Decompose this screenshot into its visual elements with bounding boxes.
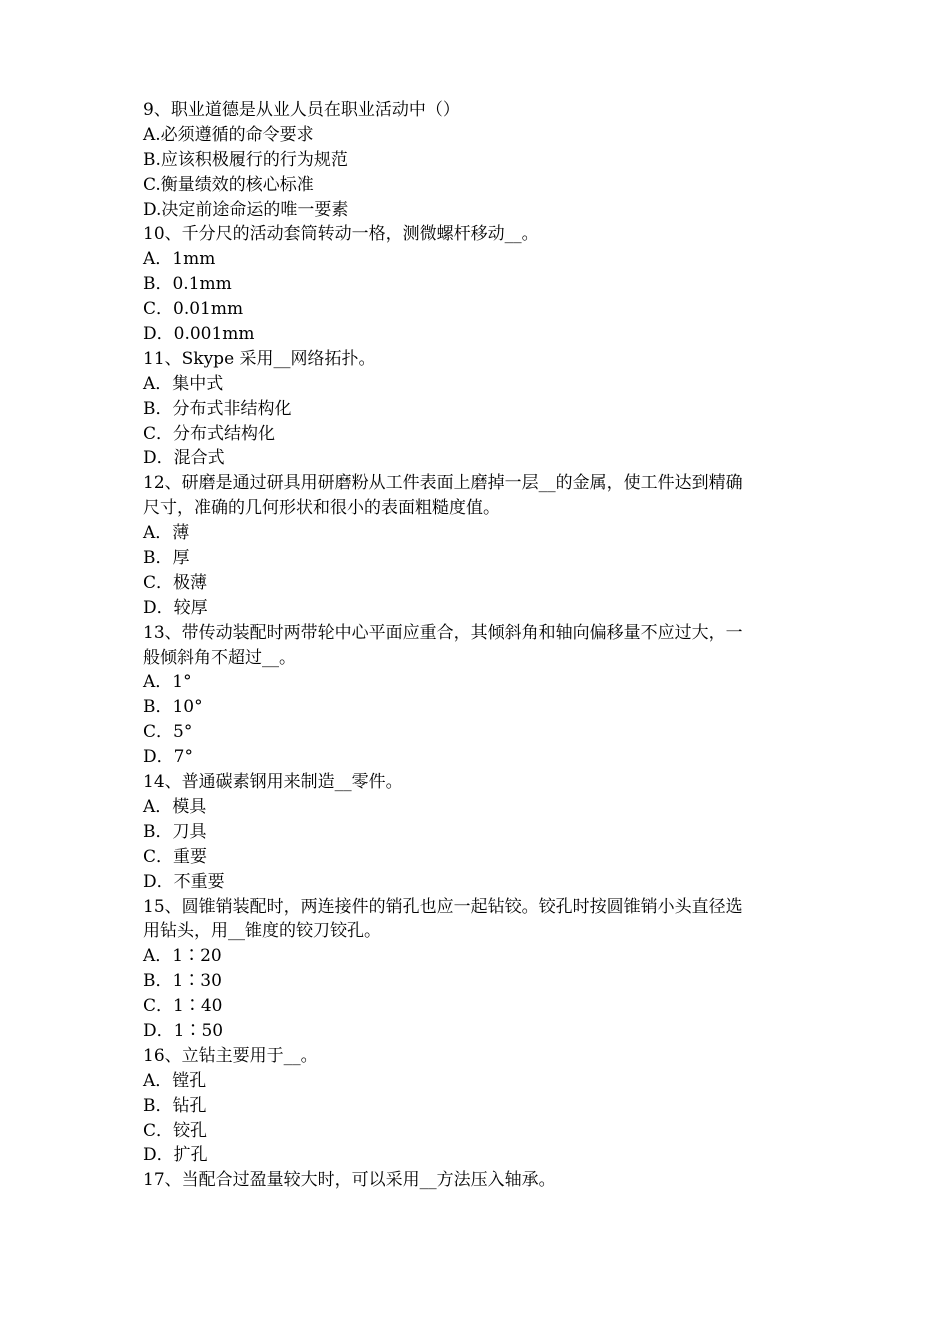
question-12-option-b: B．厚	[143, 548, 190, 569]
question-15-option-d: D．1∶50	[143, 1020, 224, 1041]
question-11-stem: 11、Skype 采用__网络拓扑。	[143, 348, 376, 369]
question-14-stem: 14、普通碳素钢用来制造__零件。	[143, 772, 403, 793]
question-15-stem-line-1: 15、圆锥销装配时，两连接件的销孔也应一起钻铰。铰孔时按圆锥销小头直径选	[143, 896, 743, 917]
question-15-stem-line-2: 用钻头，用__锥度的铰刀铰孔。	[143, 921, 381, 942]
question-11-option-b: B．分布式非结构化	[143, 398, 292, 419]
question-11-option-a: A．集中式	[143, 373, 224, 394]
question-list	[143, 98, 815, 1193]
question-11-option-d: D．混合式	[143, 448, 225, 469]
question-16-option-b: B．钻孔	[143, 1095, 207, 1116]
question-16-option-c: C．铰孔	[143, 1120, 208, 1141]
question-17-stem: 17、当配合过盈量较大时，可以采用__方法压入轴承。	[143, 1170, 556, 1191]
question-15-option-a: A．1∶20	[143, 946, 222, 967]
question-12-option-a: A．薄	[143, 523, 190, 544]
question-9-option-c: C.衡量绩效的核心标准	[143, 174, 314, 195]
question-14-option-a: A．模具	[143, 796, 207, 817]
question-16-stem: 16、立钻主要用于__。	[143, 1045, 318, 1066]
question-15-option-b: B．1∶30	[143, 971, 222, 992]
question-9-stem: 9、职业道德是从业人员在职业活动中（）	[143, 100, 460, 120]
question-12-option-c: C．极薄	[143, 572, 208, 593]
question-14-option-c: C．重要	[143, 846, 208, 867]
question-10-stem: 10、千分尺的活动套筒转动一格，测微螺杆移动__。	[143, 224, 539, 245]
question-10-option-b: B．0.1mm	[143, 274, 232, 295]
question-10-option-d: D．0.001mm	[143, 324, 255, 345]
question-15-option-c: C．1∶40	[143, 996, 223, 1017]
question-12-stem-line-1: 12、研磨是通过研具用研磨粉从工件表面上磨掉一层__的金属，使工件达到精确	[143, 473, 743, 494]
question-13-option-b: B．10°	[143, 697, 203, 718]
question-10-option-a: A．1mm	[143, 249, 216, 270]
question-13-option-d: D．7°	[143, 747, 193, 768]
question-9-option-b: B.应该积极履行的行为规范	[143, 149, 348, 170]
question-13-stem-line-1: 13、带传动装配时两带轮中心平面应重合，其倾斜角和轴向偏移量不应过大，一	[143, 622, 743, 643]
question-12-option-d: D．较厚	[143, 597, 208, 618]
question-11-option-c: C．分布式结构化	[143, 423, 276, 444]
question-13-option-c: C．5°	[143, 722, 193, 743]
question-14-option-d: D．不重要	[143, 871, 225, 892]
question-14-option-b: B．刀具	[143, 821, 207, 842]
question-16-option-d: D．扩孔	[143, 1145, 208, 1166]
question-13-option-a: A．1°	[143, 672, 192, 693]
question-12-stem-line-2: 尺寸，准确的几何形状和很小的表面粗糙度值。	[143, 498, 500, 519]
question-10-option-c: C．0.01mm	[143, 299, 244, 320]
question-16-option-a: A．镗孔	[143, 1070, 207, 1091]
question-9-option-a: A.必须遵循的命令要求	[143, 124, 314, 145]
question-9-option-d: D.决定前途命运的唯一要素	[143, 199, 349, 220]
question-13-stem-line-2: 般倾斜角不超过__。	[143, 647, 296, 668]
